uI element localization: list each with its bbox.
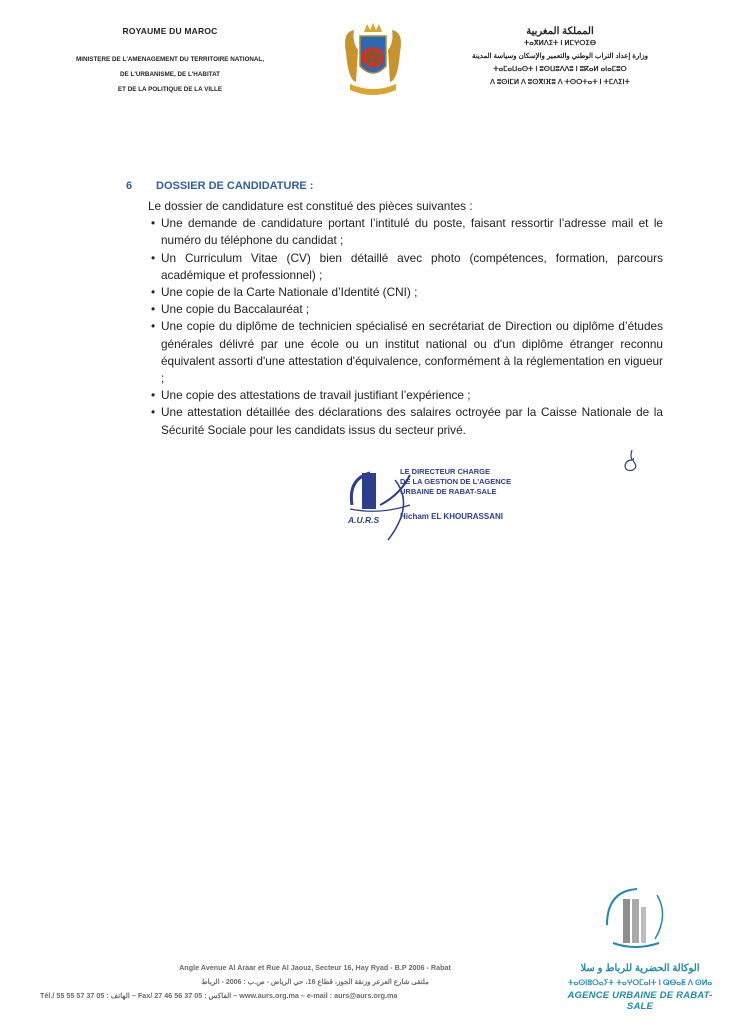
bullet-icon: • [151, 285, 156, 300]
bullet-icon: • [151, 302, 156, 317]
bullet-icon: • [151, 319, 156, 334]
kingdom-label-tifinagh: ⵜⴰⴳⵍⴷⵉⵜ ⵏ ⵍⵎⵖⵔⵉⴱ [523, 40, 597, 47]
list-item-text: Une copie des attestations de travail justifiant l’expérience ; [161, 388, 471, 403]
agency-name-ar: الوكالة الحضرية للرباط و سلا [580, 963, 700, 974]
morocco-coat-of-arms-icon [340, 22, 406, 100]
section-number: 6 [126, 180, 133, 192]
list-item-text: Un Curriculum Vitae (CV) bien détaillé avec photo (compétences, formation, parcours académique et professionnel) ; [161, 250, 663, 282]
list-item [148, 215, 663, 249]
list-item-text: Une copie du diplôme de technicien spécialisé en secrétariat de Direction ou diplôme d’études générales délivré par une école ou un institut national ou d'un diplôme étranger reconnu équivalent assorti d'une attestation d'équivalence, conformément à la réglementation en vigueur ; [161, 319, 663, 386]
list-item [148, 250, 663, 284]
agency-name-fr: AGENCE URBAINE DE RABAT-SALE [567, 990, 713, 1012]
section-intro: Le dossier de candidature est constitué des pièces suivantes : [148, 199, 473, 213]
ministry-line-3: ET DE LA POLITIQUE DE LA VILLE [117, 86, 223, 93]
agency-logo-icon [595, 885, 675, 955]
initials-signature-icon [620, 448, 642, 474]
signature-title-line-2: DE LA GESTION DE L'AGENCE [400, 477, 512, 486]
signature-block [340, 465, 600, 550]
ministry-line-1: MINISTERE DE L'AMENAGEMENT DU TERRITOIRE NATIONAL, [75, 56, 265, 63]
requirements-list [148, 215, 663, 439]
bullet-icon: • [151, 250, 156, 265]
list-item [148, 387, 663, 404]
ministry-line-2: DE L'URBANISME, DE L'HABITAT [119, 71, 220, 78]
footer-address-fr: Angle Avenue Al Araar et Rue Al Jaouz, Secteur 16, Hay Ryad - B.P 2006 - Rabat [179, 963, 451, 972]
list-item [148, 301, 663, 318]
list-item [148, 318, 663, 387]
list-item-text: Une demande de candidature portant l’intitulé du poste, faisant ressortir l’adresse mail et le numéro du téléphone du candidat ; [161, 216, 663, 248]
ministry-label-tifinagh-2: ⴷ ⵓⵙⵏⵎⵍ ⴷ ⵓⵙⴳⵏⴼⵓ ⴷ ⵜⵙⵔⵜⴰⵜ ⵏ ⵜⵎⴷⵉⵏⵜ [490, 79, 630, 86]
section-title: DOSSIER DE CANDIDATURE : [156, 180, 314, 192]
signatory-name: Hicham EL KHOURASSANI [400, 512, 503, 521]
footer-contact: Tél./ الهاتف : 05 37 57 55 55 – Fax/ الفاكس : 05 37 56 46 27 – www.aurs.org.ma – e-mail : aurs@aurs.org.ma [40, 991, 398, 1000]
stamp-label: A.U.R.S [348, 515, 380, 525]
section-body [148, 198, 663, 439]
list-item-text: Une attestation détaillée des déclarations des salaires octroyée par la Caisse Nationale de la Sécurité Sociale pour les candidats issus du secteur privé. [161, 405, 663, 437]
kingdom-label: ROYAUME DU MAROC [122, 26, 218, 36]
header-right [440, 26, 680, 89]
agency-name-tifinagh: ⵜⴰⵙⵏⵓⵔⴰⵢⵜ ⵜⴰⵖⵔⵎⴰⵏⵜ ⵏ ⵕⴱⴰⵟ ⴷ ⵙⵍⴰ [567, 978, 713, 987]
ministry-label-ar: وزارة إعداد التراب الوطني والتعمير والإسكان وسياسة المدينة [471, 53, 649, 60]
kingdom-label-ar: المملكة المغربية [526, 26, 594, 37]
ministry-label-tifinagh-1: ⵜⴰⵎⴰⵡⴰⵙⵜ ⵏ ⵓⵙⵡⵓⴷⴷⵓ ⵏ ⵓⴽⴰⵍ ⴰⵏⴰⵎⵓⵔ [493, 66, 627, 73]
bullet-icon: • [151, 405, 156, 420]
bullet-icon: • [151, 388, 156, 403]
list-item-text: Une copie de la Carte Nationale d’Identité (CNI) ; [161, 285, 418, 300]
list-item [148, 404, 663, 438]
signature-title-line-3: URBAINE DE RABAT-SALE [400, 487, 497, 496]
bullet-icon: • [151, 216, 156, 231]
list-item [148, 284, 663, 301]
list-item-text: Une copie du Baccalauréat ; [161, 302, 310, 317]
signature-title-line-1: LE DIRECTEUR CHARGE [400, 467, 491, 476]
footer-address-ar: ملتقى شارع العرعر وزنقة الجوز، قطاع 16، حي الرياض - ص.ب : 2006 - الرباط [201, 979, 429, 986]
header-left [50, 26, 290, 97]
